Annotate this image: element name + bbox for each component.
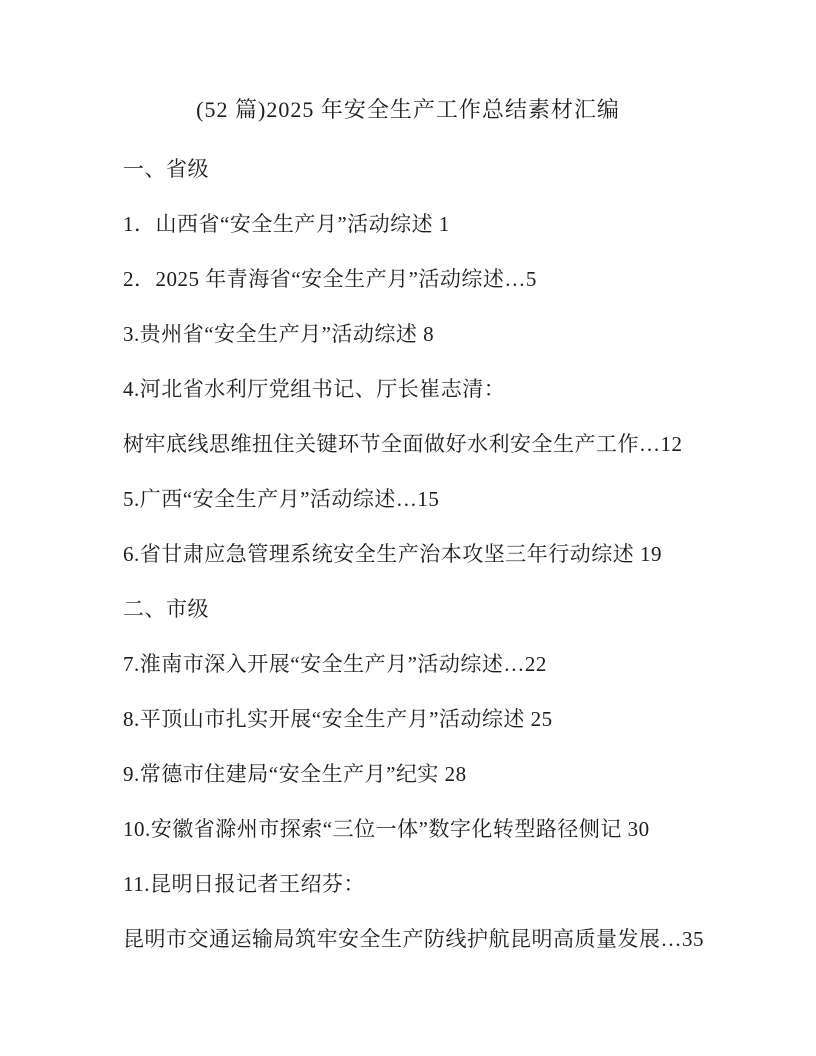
- toc-entry-5: 5.广西“安全生产月”活动综述…15: [123, 487, 440, 511]
- table-of-contents: [0, 142, 816, 967]
- toc-section-heading-municipal: 二、市级: [123, 597, 209, 621]
- toc-entry-8: 8.平顶山市扎实开展“安全生产月”活动综述 25: [123, 707, 553, 731]
- toc-entry-9: 9.常德市住建局“安全生产月”纪实 28: [123, 762, 467, 786]
- toc-entry-2: 2．2025 年青海省“安全生产月”活动综述…5: [123, 267, 537, 291]
- toc-entry-6: 6.省甘肃应急管理系统安全生产治本攻坚三年行动综述 19: [123, 542, 662, 566]
- toc-entry-7: 7.淮南市深入开展“安全生产月”活动综述…22: [123, 652, 547, 676]
- toc-section-heading-provincial: 一、省级: [123, 157, 209, 181]
- toc-entry-11-line-1: 11.昆明日报记者王绍芬：: [123, 872, 365, 896]
- document-title: (52 篇)2025 年安全生产工作总结素材汇编: [196, 97, 620, 122]
- toc-entry-4-line-2: 树牢底线思维扭住关键环节全面做好水利安全生产工作…12: [123, 432, 683, 456]
- toc-entry-4-line-1: 4.河北省水利厅党组书记、厅长崔志清：: [123, 377, 506, 401]
- toc-entry-3: 3.贵州省“安全生产月”活动综述 8: [123, 322, 435, 346]
- toc-entry-1: 1．山西省“安全生产月”活动综述 1: [123, 212, 450, 236]
- toc-entry-11-line-2: 昆明市交通运输局筑牢安全生产防线护航昆明高质量发展…35: [123, 927, 704, 951]
- toc-entry-10: 10.安徽省滁州市探索“三位一体”数字化转型路径侧记 30: [123, 817, 650, 841]
